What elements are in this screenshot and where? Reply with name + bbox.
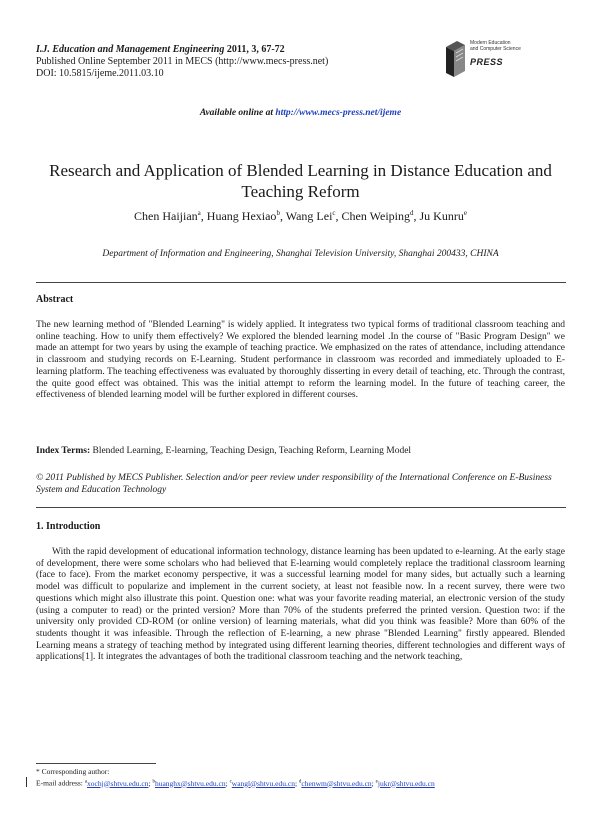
email-link[interactable]: huanghx@shtvu.edu.cn bbox=[154, 778, 226, 788]
email-entry: $^e$jukr@shtvu.edu.cn bbox=[375, 778, 435, 788]
footnote bbox=[36, 767, 435, 789]
logo-line-1: Modern Education bbox=[470, 40, 511, 46]
email-entry: $^d$chenwm@shtvu.edu.cn; bbox=[298, 778, 376, 788]
book-stack-icon bbox=[443, 39, 469, 79]
email-entry: $^a$xochj@shtvu.edu.cn; bbox=[84, 778, 153, 788]
email-label: E-mail address: bbox=[36, 778, 85, 788]
divider-bottom bbox=[36, 507, 566, 508]
affiliation: Department of Information and Engineering, Shanghai Television University, Shanghai 200433, CHINA bbox=[102, 249, 499, 259]
email-link[interactable]: jukr@shtvu.edu.cn bbox=[377, 778, 435, 788]
publisher-logo bbox=[443, 37, 551, 83]
abstract-text: The new learning method of "Blended Learning" is widely applied. It integratess two typical forms of traditional classroom teaching and online teaching. How to unify them effectively? We explored the blended learning model .In the course of "Basic Program Design" we made an attempt for two years by using the example of teaching practice. We emphasized on the rates of attendance, including attendance in classroom and studying records on E-Learning. Student performance in classroom was recorded and immediately uploaded to E-learning platform. The teaching effectiveness was evaluated by thoroughly disserting in every detail of teaching, etc. Through the contrast, the quite good effect was obtained. This was the initial attempt to reform the learning model. In the future of teaching career, the effectiveness of blended learning model will be further explored in different courses. bbox=[36, 320, 565, 401]
divider-top bbox=[36, 282, 566, 283]
footnote-rule bbox=[36, 763, 156, 764]
abstract-heading: Abstract bbox=[36, 294, 74, 305]
author: Huang Hexiao$^b$, bbox=[206, 209, 286, 223]
available-prefix: Available online at bbox=[199, 108, 276, 118]
copyright-notice: © 2011 Published by MECS Publisher. Selection and/or peer review under responsibility of the International Conference on E-Business System and Education Technology bbox=[36, 473, 552, 495]
author: Ju Kunru$^e$ bbox=[419, 209, 467, 223]
margin-mark bbox=[26, 777, 27, 787]
email-entry: $^c$wangl@shtvu.edu.cn; bbox=[229, 778, 299, 788]
section-heading-introduction: 1. Introduction bbox=[36, 521, 101, 532]
email-link[interactable]: chenwm@shtvu.edu.cn bbox=[301, 778, 372, 788]
index-terms bbox=[36, 446, 565, 458]
author: Wang Lei$^c$, bbox=[285, 209, 342, 223]
author: Chen Haijian$^a$, bbox=[134, 209, 207, 223]
publication-line: Published Online September 2011 in MECS (http://www.mecs-press.net) bbox=[36, 56, 329, 67]
logo-press: PRESS bbox=[470, 57, 504, 67]
index-terms-label: Index Terms: bbox=[36, 446, 93, 456]
logo-text bbox=[470, 41, 521, 52]
doi-line: DOI: 10.5815/ijeme.2011.03.10 bbox=[36, 68, 164, 79]
index-terms-text: Blended Learning, E-learning, Teaching Design, Teaching Reform, Learning Model bbox=[92, 446, 412, 456]
available-online bbox=[0, 108, 601, 118]
journal-header bbox=[36, 44, 328, 80]
email-link[interactable]: wangl@shtvu.edu.cn bbox=[231, 778, 295, 788]
introduction-text: With the rapid development of educational information technology, distance learning has been updated to e-learning. At the early stage of development, there were some scholars who had believed that E-learning would completely replace the traditional classroom learning (face to face). From the market economy perspective, it was a successful learning model for many sides, but actually such a learning model was difficult to popularize and implement in the current society, at least not feasible now. In a recent survey, there were two questions which might also illustrate this point. Question one: what was your favorite reading material, an electronic version of the study (using a computer to read) or the printed version? More than 70% of the students preferred the printed version. Question two: if the university only provided CD-ROM (or online version) of learning materials, what did you think was feasible? More than 60% of the students thought it was infeasible. Through the reflection of E-learning, a new phrase "Blended Learning" firstly appeared. Blended Learning means a strategy of teaching method by integrated using different learning theories, different technologies and different ways of applications[1]. It integrates the advantages of both the traditional classroom teaching and the network teaching, bbox=[36, 547, 565, 663]
email-entry: $^b$huanghx@shtvu.edu.cn; bbox=[152, 778, 230, 788]
paper-title: Research and Application of Blended Learning in Distance Education and Teaching Reform bbox=[49, 161, 552, 201]
logo-line-2: and Computer Science bbox=[470, 45, 521, 52]
journal-citation bbox=[36, 44, 328, 56]
email-addresses bbox=[36, 777, 435, 789]
journal-volume: 2011, 3, 67-72 bbox=[224, 44, 285, 55]
author: Chen Weiping$^d$, bbox=[341, 209, 420, 223]
journal-name: I.J. Education and Management Engineering bbox=[36, 44, 225, 55]
corresponding-author: * Corresponding author: bbox=[36, 767, 110, 776]
journal-link[interactable]: http://www.mecs-press.net/ijeme bbox=[275, 108, 402, 118]
author-list bbox=[0, 209, 601, 224]
email-link[interactable]: xochj@shtvu.edu.cn bbox=[86, 778, 149, 788]
